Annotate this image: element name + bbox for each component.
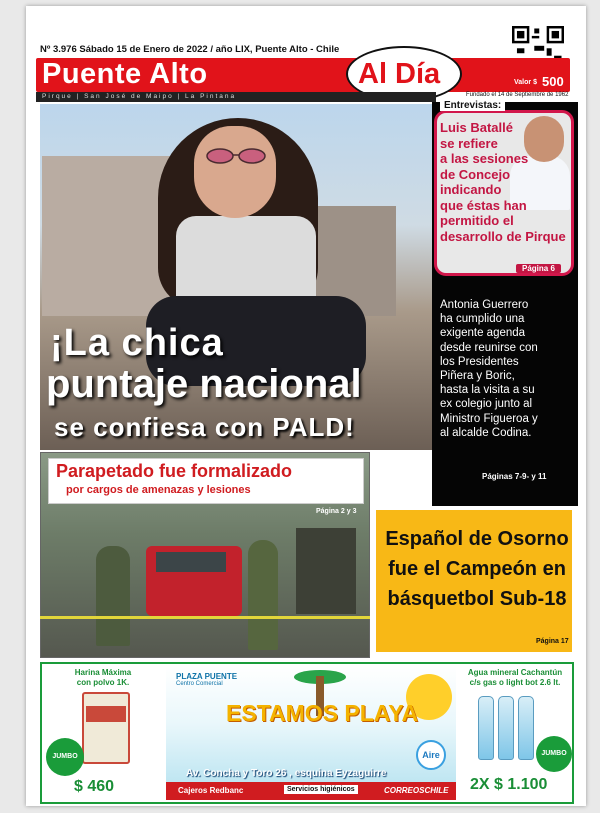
story-line: desde reunirse con [440,341,538,354]
interview-line: que éstas han [440,197,527,213]
aire-badge: Aire [416,740,446,770]
sport-line: Español de Osorno [385,528,569,550]
headline-line-2: puntaje nacional [46,362,362,406]
flour-bag-icon [82,692,130,764]
water-bottle-icon [518,696,534,760]
story-text [440,298,578,440]
interview-line: de Concejo [440,166,511,182]
police-page-ref: Página 2 y 3 [316,508,357,515]
ad-left-product-line: Harina Máxima [74,668,132,677]
jumbo-logo: JUMBO [46,738,84,776]
jumbo-logo-right: JUMBO [536,736,572,772]
service-atm: Cajeros Redbanc [178,786,244,795]
water-bottle-icon [478,696,494,760]
photo-officer-2 [248,540,278,650]
story-line: ex colegio junto al [440,398,533,411]
ad-right-product-line: Agua mineral Cachantún [467,668,563,677]
flour-bag-label [86,706,126,722]
comunas-strip: Pirque | San José de Maipo | La Pintana [36,92,436,102]
sport-headline [380,524,574,614]
ad-right-price: 2X $ 1.100 [470,776,548,793]
photo-truck-window [156,552,226,572]
police-title: Parapetado fue formalizado [56,461,293,481]
service-correos: CORREOSCHILE [384,786,449,795]
interview-line: a las sesiones [440,151,529,166]
sunglasses-icon [204,148,268,164]
photo-van [296,528,356,614]
issue-meta: Nº 3.976 Sábado 15 de Enero de 2022 / año LIX, Puente Alto - Chile [40,44,340,55]
service-restrooms: Servicios higiénicos [284,785,358,794]
headline-line-3: se confiesa con PALD! [54,412,355,442]
masthead-logo: Al Día [358,58,441,90]
interview-line: se refiere [440,135,498,151]
plaza-logo: PLAZA PUENTE [176,672,238,681]
ad-playa-title: ESTAMOS PLAYA [226,700,419,726]
masthead-title: Puente Alto [42,58,208,90]
price-label: Valor $ [514,79,537,86]
photo-face [194,126,276,218]
interview-line: permitido el [440,213,514,228]
headline-line-1: ¡La chica [50,322,224,364]
story-line: los Presidentes [440,355,519,368]
interview-line: indicando [440,182,502,197]
founded-date: Fundado el 14 de Septiembre de 1962 [466,92,569,98]
police-subtitle: por cargos de amenazas y lesiones [66,484,251,496]
newspaper-cover [26,6,586,806]
interview-label: Entrevistas: [440,100,505,111]
ad-left-product [44,668,162,688]
interview-line: desarrollo de Pirque [440,228,566,244]
ad-left-price: $ 460 [74,778,115,795]
story-line: Antonia Guerrero [440,299,529,311]
story-line: Piñera y Boric, [440,370,515,383]
ad-right-product [460,668,570,688]
sport-line: básquetbol Sub-18 [387,588,567,610]
ad-address: Av. Concha y Toro 26 , esquina Eyzaguirre [186,768,387,779]
interview-page-ref: Página 6 [516,264,561,273]
photo-police-tape [40,616,370,619]
ad-left-product-line: con polvo 1K. [76,678,130,687]
cover-price: 500 [542,74,564,89]
story-page-ref: Páginas 7-9- y 11 [482,472,547,481]
water-bottle-icon [498,696,514,760]
interview-text [440,120,580,244]
photo-officer-1 [96,546,130,646]
sport-line: fue el Campeón en [388,558,566,580]
plaza-subtitle: Centro Comercial [176,681,223,687]
story-line: ha cumplido una [440,313,525,326]
story-line: Ministro Figueroa y [440,412,538,425]
story-line: hasta la visita a su [440,384,535,397]
ad-right-product-line: c/s gas o light bot 2.6 lt. [469,678,561,687]
interview-line: Luis Batallé [440,120,513,135]
story-line: exigente agenda [440,327,526,340]
story-line: al alcalde Codina. [440,426,532,439]
sport-page-ref: Página 17 [536,638,569,645]
